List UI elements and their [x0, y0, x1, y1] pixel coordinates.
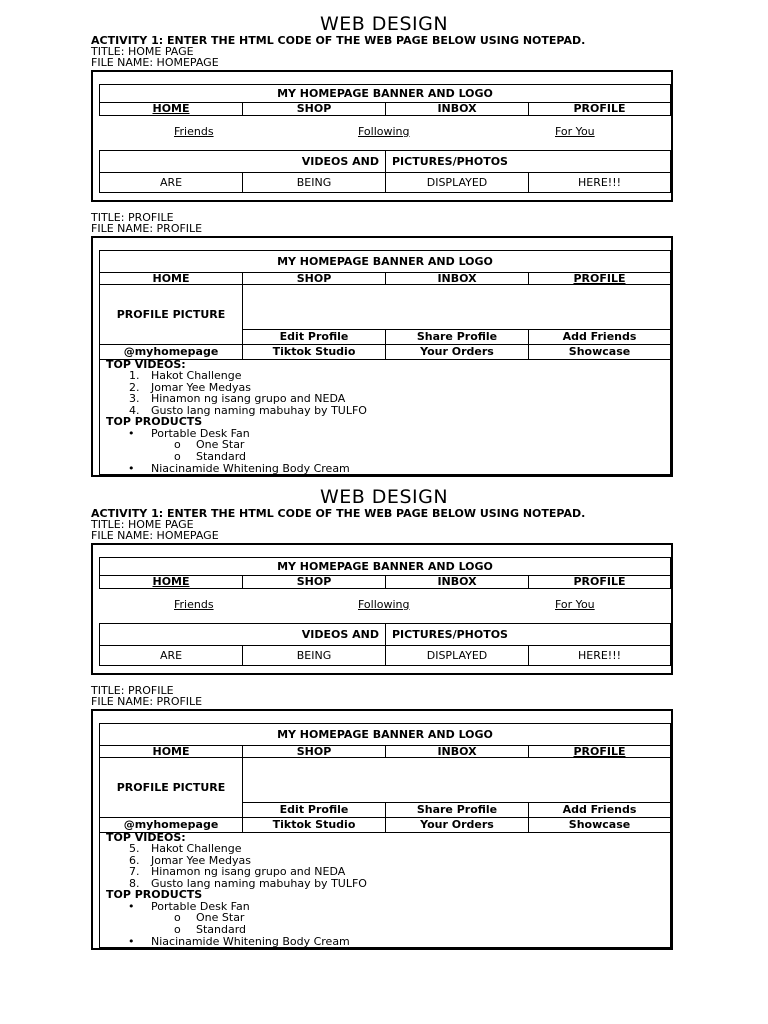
media-cell-here: HERE!!! [528, 172, 671, 193]
video-item-2[interactable]: Jomar Yee Medyas [151, 854, 251, 867]
product-item-2[interactable]: Niacinamide Whitening Body Cream [151, 935, 350, 948]
sub-product-1[interactable]: One Star [196, 911, 245, 924]
video-item-4[interactable]: Gusto lang naming mabuhay by TULFO [151, 404, 367, 417]
media-header-videos [99, 150, 386, 173]
link-for-you[interactable]: For You [555, 598, 595, 611]
bullet-disc: • [128, 427, 135, 440]
video-number-3: 3. [129, 392, 140, 405]
video-number-6: 6. [129, 854, 140, 867]
profile-content-area [242, 284, 671, 330]
video-item-4[interactable]: Gusto lang naming mabuhay by TULFO [151, 877, 367, 890]
nav-shop[interactable]: SHOP [242, 272, 386, 285]
video-number-5: 5. [129, 842, 140, 855]
profile-title-line: TITLE: PROFILE [91, 684, 174, 697]
bullet-disc: • [128, 462, 135, 475]
profile-file-line: FILE NAME: PROFILE [91, 222, 203, 235]
nav-inbox[interactable]: INBOX [385, 745, 529, 758]
link-for-you[interactable]: For You [555, 125, 595, 138]
video-number-4: 4. [129, 404, 140, 417]
profile-mockup [91, 709, 673, 950]
nav-profile[interactable]: PROFILE [528, 575, 671, 589]
banner: MY HOMEPAGE BANNER AND LOGO [99, 84, 671, 103]
link-following[interactable]: Following [358, 125, 410, 138]
product-item-2[interactable]: Niacinamide Whitening Body Cream [151, 462, 350, 475]
top-products-heading: TOP PRODUCTS [106, 888, 203, 901]
media-cell-displayed: DISPLAYED [385, 172, 529, 193]
video-item-3[interactable]: Hinamon ng isang grupo and NEDA [151, 392, 346, 405]
edit-profile-button[interactable]: Edit Profile [242, 329, 386, 345]
video-number-2: 2. [129, 381, 140, 394]
banner: MY HOMEPAGE BANNER AND LOGO [99, 723, 671, 746]
media-header-pictures-text: PICTURES/PHOTOS [392, 627, 508, 641]
profile-picture: PROFILE PICTURE [99, 757, 243, 818]
media-header-videos-text: VIDEOS AND [301, 154, 379, 168]
instruction-text: ACTIVITY 1: ENTER THE HTML CODE OF THE WEB PAGE BELOW USING NOTEPAD. [91, 34, 586, 47]
top-products-heading: TOP PRODUCTS [106, 415, 203, 428]
nav-home[interactable]: HOME [99, 102, 243, 116]
video-item-3[interactable]: Hinamon ng isang grupo and NEDA [151, 865, 346, 878]
video-number-8: 8. [129, 877, 140, 890]
bullet-circle: o [174, 911, 181, 924]
video-item-1[interactable]: Hakot Challenge [151, 369, 242, 382]
nav-shop[interactable]: SHOP [242, 102, 386, 116]
profile-file-line: FILE NAME: PROFILE [91, 695, 203, 708]
nav-shop[interactable]: SHOP [242, 745, 386, 758]
profile-content-area [242, 757, 671, 803]
share-profile-button[interactable]: Share Profile [385, 802, 529, 818]
home-title-line: TITLE: HOME PAGE [91, 518, 194, 531]
instruction-text: ACTIVITY 1: ENTER THE HTML CODE OF THE WEB PAGE BELOW USING NOTEPAD. [91, 507, 586, 520]
homepage-mockup [91, 543, 673, 675]
tiktok-studio-link[interactable]: Tiktok Studio [242, 817, 386, 833]
nav-home[interactable]: HOME [99, 745, 243, 758]
nav-inbox[interactable]: INBOX [385, 102, 529, 116]
product-item-1[interactable]: Portable Desk Fan [151, 900, 250, 913]
product-item-1[interactable]: Portable Desk Fan [151, 427, 250, 440]
media-header-videos-text: VIDEOS AND [301, 627, 379, 641]
profile-title-line: TITLE: PROFILE [91, 211, 174, 224]
bullet-disc: • [128, 900, 135, 913]
profile-handle: @myhomepage [99, 344, 243, 360]
banner: MY HOMEPAGE BANNER AND LOGO [99, 250, 671, 273]
bullet-circle: o [174, 438, 181, 451]
page-title: WEB DESIGN [319, 13, 449, 35]
home-file-line: FILE NAME: HOMEPAGE [91, 529, 219, 542]
bullet-circle: o [174, 923, 181, 936]
home-file-line: FILE NAME: HOMEPAGE [91, 56, 219, 69]
showcase-link[interactable]: Showcase [528, 344, 671, 360]
sub-product-1[interactable]: One Star [196, 438, 245, 451]
top-videos-heading: TOP VIDEOS: [106, 358, 186, 371]
share-profile-button[interactable]: Share Profile [385, 329, 529, 345]
your-orders-link[interactable]: Your Orders [385, 817, 529, 833]
media-cell-are: ARE [99, 172, 243, 193]
banner: MY HOMEPAGE BANNER AND LOGO [99, 557, 671, 576]
showcase-link[interactable]: Showcase [528, 817, 671, 833]
media-cell-here: HERE!!! [528, 645, 671, 666]
nav-home[interactable]: HOME [99, 575, 243, 589]
media-header-pictures-text: PICTURES/PHOTOS [392, 154, 508, 168]
nav-inbox[interactable]: INBOX [385, 272, 529, 285]
video-item-1[interactable]: Hakot Challenge [151, 842, 242, 855]
media-cell-being: BEING [242, 645, 386, 666]
video-item-2[interactable]: Jomar Yee Medyas [151, 381, 251, 394]
media-cell-displayed: DISPLAYED [385, 645, 529, 666]
sub-product-2[interactable]: Standard [196, 450, 247, 463]
add-friends-button[interactable]: Add Friends [528, 329, 671, 345]
home-title-line: TITLE: HOME PAGE [91, 45, 194, 58]
sub-product-2[interactable]: Standard [196, 923, 247, 936]
profile-handle: @myhomepage [99, 817, 243, 833]
bullet-disc: • [128, 935, 135, 948]
nav-profile[interactable]: PROFILE [528, 272, 671, 285]
homepage-mockup [91, 70, 673, 202]
profile-picture: PROFILE PICTURE [99, 284, 243, 345]
top-videos-heading: TOP VIDEOS: [106, 831, 186, 844]
link-friends[interactable]: Friends [174, 598, 214, 611]
edit-profile-button[interactable]: Edit Profile [242, 802, 386, 818]
video-number-1: 1. [129, 369, 140, 382]
page-title: WEB DESIGN [319, 486, 449, 508]
media-cell-are: ARE [99, 645, 243, 666]
add-friends-button[interactable]: Add Friends [528, 802, 671, 818]
nav-shop[interactable]: SHOP [242, 575, 386, 589]
bullet-circle: o [174, 450, 181, 463]
link-friends[interactable]: Friends [174, 125, 214, 138]
media-header-pictures [385, 623, 671, 646]
profile-mockup [91, 236, 673, 477]
nav-profile[interactable]: PROFILE [528, 102, 671, 116]
nav-profile[interactable]: PROFILE [528, 745, 671, 758]
tiktok-studio-link[interactable]: Tiktok Studio [242, 344, 386, 360]
your-orders-link[interactable]: Your Orders [385, 344, 529, 360]
nav-inbox[interactable]: INBOX [385, 575, 529, 589]
media-header-videos [99, 623, 386, 646]
media-cell-being: BEING [242, 172, 386, 193]
media-header-pictures [385, 150, 671, 173]
link-following[interactable]: Following [358, 598, 410, 611]
nav-home[interactable]: HOME [99, 272, 243, 285]
video-number-7: 7. [129, 865, 140, 878]
